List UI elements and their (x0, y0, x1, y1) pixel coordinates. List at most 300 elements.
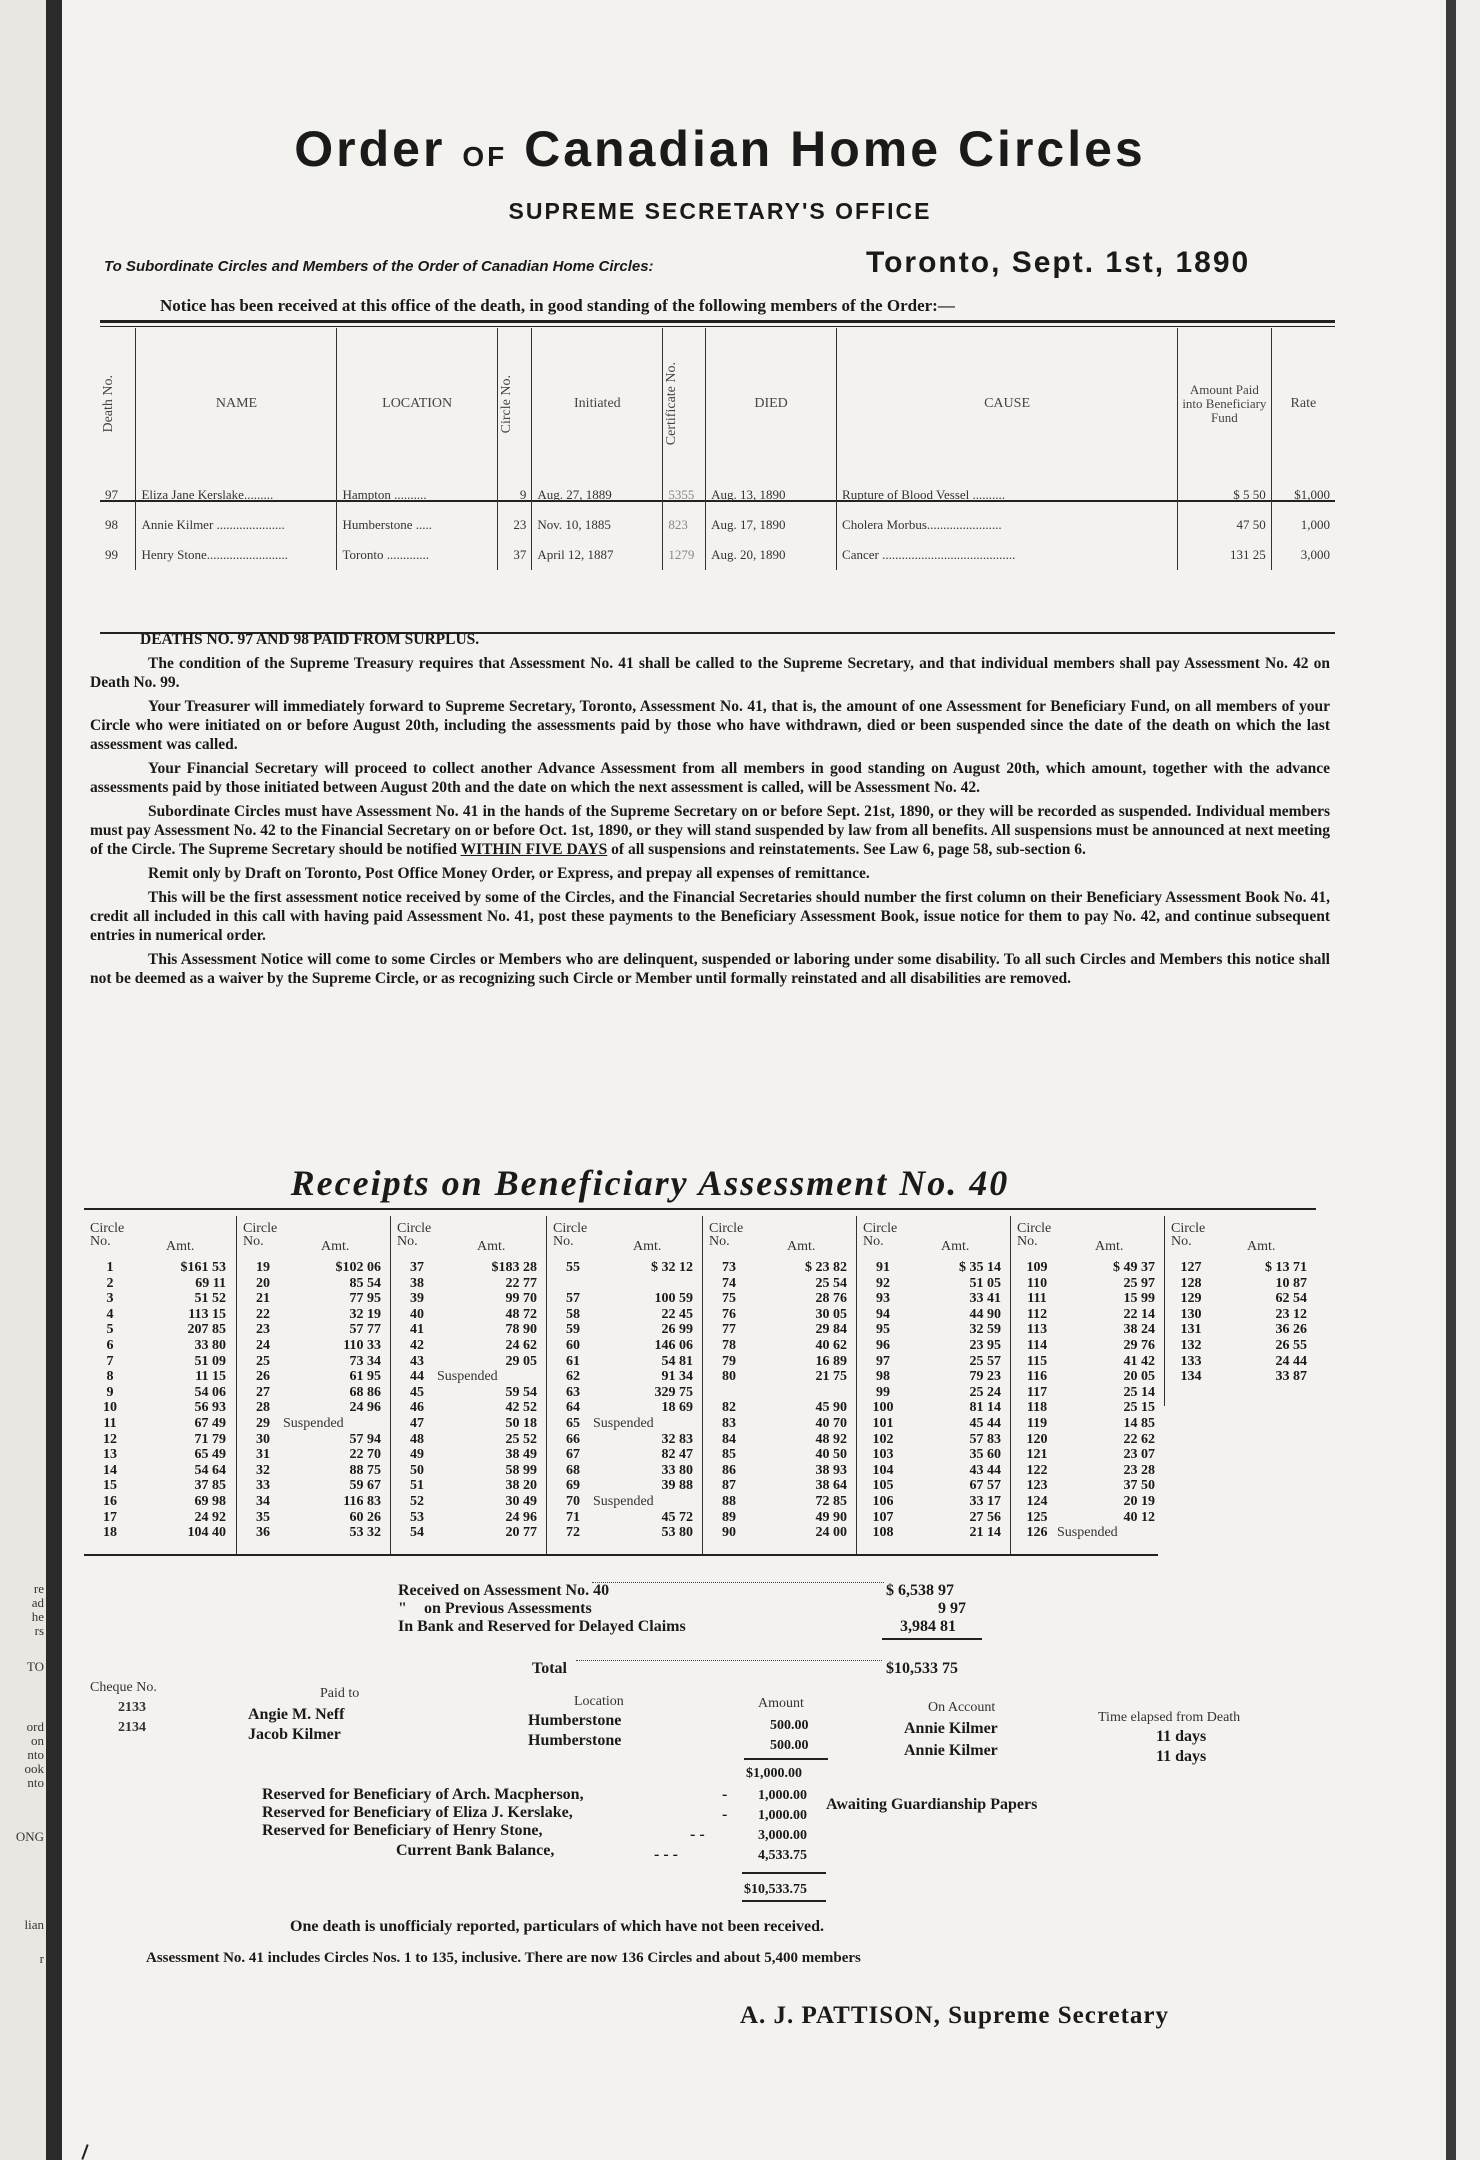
circle-number: 43 (410, 1353, 424, 1369)
circle-number: 130 (1180, 1306, 1202, 1322)
receipt-amount: 67 57 (969, 1478, 1001, 1494)
receipt-amount: $161 53 (180, 1260, 226, 1275)
receipt-row (84, 1510, 236, 1526)
receipt-amount: 22 14 (1123, 1306, 1155, 1322)
circle-number: 60 (566, 1337, 580, 1353)
receipt-amount: 28 76 (815, 1291, 847, 1307)
receipt-amount: 25 52 (505, 1431, 537, 1447)
receipt-row (237, 1525, 391, 1541)
summary-label: Received on Assessment No. 40 (398, 1582, 610, 1599)
receipt-row (237, 1463, 391, 1479)
receipt-amount: 25 24 (969, 1384, 1001, 1400)
receipt-amount: 21 75 (815, 1369, 847, 1385)
cell-died: Aug. 20, 1890 (706, 540, 837, 570)
receipts-rows (237, 1260, 391, 1541)
circle-number: 103 (872, 1447, 894, 1463)
dot-leader (592, 1582, 884, 1583)
receipt-amount: 33 41 (969, 1291, 1001, 1307)
receipt-row (1165, 1307, 1317, 1323)
table-top-rule (100, 320, 1335, 323)
receipt-row (547, 1432, 703, 1448)
circle-number: 63 (566, 1384, 580, 1400)
sum-rule (742, 1900, 826, 1902)
paragraph-suspension (90, 802, 1330, 859)
emphasis-underline: WITHIN FIVE DAYS (460, 841, 608, 858)
header-amount: Amount (758, 1696, 804, 1711)
header-circle-no: Circle No. (397, 1221, 432, 1249)
receipts-grid (84, 1208, 1316, 1556)
receipt-amount: 49 90 (815, 1509, 847, 1525)
circle-number: 27 (256, 1384, 270, 1400)
receipt-row (857, 1416, 1011, 1432)
receipt-amount: 25 15 (1123, 1400, 1155, 1416)
receipt-amount: 59 67 (349, 1478, 381, 1494)
circle-number: 10 (103, 1400, 117, 1416)
receipt-row (391, 1291, 547, 1307)
suspended-label: Suspended (1057, 1525, 1118, 1541)
circle-number: 64 (566, 1400, 580, 1416)
circle-number: 69 (566, 1478, 580, 1494)
circle-number: 11 (103, 1415, 117, 1431)
receipt-amount: 73 34 (349, 1353, 381, 1369)
header-circle-no: Circle No. (1171, 1221, 1206, 1249)
receipt-amount: 32 83 (661, 1431, 693, 1447)
receipt-amount: 39 88 (661, 1478, 693, 1494)
circle-number: 30 (256, 1431, 270, 1447)
receipt-amount: 20 05 (1123, 1369, 1155, 1385)
cell-circle: 23 (497, 510, 532, 540)
receipts-column (856, 1216, 1011, 1556)
table-row (100, 480, 1335, 510)
circle-number: 20 (256, 1275, 270, 1291)
receipt-row (703, 1322, 857, 1338)
payment-amount: 500.00 (770, 1738, 809, 1753)
receipt-row (703, 1400, 857, 1416)
circle-number: 100 (872, 1400, 894, 1416)
receipt-amount: 53 32 (349, 1525, 381, 1541)
col-header-death-no (100, 328, 136, 480)
header-on-account: On Account (928, 1700, 996, 1715)
receipt-amount: 42 52 (505, 1400, 537, 1416)
receipt-amount: 29 05 (505, 1353, 537, 1369)
circle-number: 32 (256, 1462, 270, 1478)
circle-number: 58 (566, 1306, 580, 1322)
receipt-amount: 65 49 (194, 1447, 226, 1463)
receipt-amount: 25 57 (969, 1353, 1001, 1369)
receipt-row (547, 1416, 703, 1432)
receipts-title: Receipts on Beneficiary Assessment No. 40 (290, 1163, 1010, 1203)
title-word: Circles (957, 121, 1146, 177)
circle-number: 106 (872, 1493, 894, 1509)
receipt-amount: 23 28 (1123, 1462, 1155, 1478)
receipts-column (390, 1216, 547, 1556)
header-circle-no: Circle No. (243, 1221, 278, 1249)
receipt-amount: 53 80 (661, 1525, 693, 1541)
receipt-amount: 41 42 (1123, 1353, 1155, 1369)
receipt-row (391, 1463, 547, 1479)
circle-number: 132 (1180, 1337, 1202, 1353)
receipt-amount: 59 54 (505, 1384, 537, 1400)
reserved-label: Reserved for Beneficiary of Eliza J. Kerslake, (262, 1804, 573, 1821)
receipt-row (1011, 1525, 1165, 1541)
header-circle-no: Circle No. (553, 1221, 588, 1249)
receipt-row (391, 1447, 547, 1463)
summary-label: In Bank and Reserved for Delayed Claims (398, 1618, 686, 1635)
receipt-amount: 29 84 (815, 1322, 847, 1338)
circle-number: 94 (876, 1306, 890, 1322)
receipt-row (547, 1494, 703, 1510)
dot-leader (576, 1660, 882, 1661)
document-title (120, 120, 1320, 178)
receipt-row (703, 1432, 857, 1448)
circle-number: 41 (410, 1322, 424, 1338)
receipt-row (857, 1276, 1011, 1292)
receipt-row (237, 1432, 391, 1448)
receipt-amount: 24 96 (505, 1509, 537, 1525)
receipt-amount: 11 15 (195, 1369, 226, 1385)
cell-location: Toronto ............. (337, 540, 497, 570)
circle-number: 61 (566, 1353, 580, 1369)
paragraph-treasurer: Your Treasurer will immediately forward to Supreme Secretary, Toronto, Assessment No. 41, that is, the amount of one Assessment for Beneficiary Fund, on all members of your Circle who were initiated on or before August 20th, including the assessments paid by those who have withdrawn, died or been suspended since the date of the death on which the last assessment was called. (90, 698, 1330, 753)
header-amount: Amt. (1247, 1239, 1276, 1254)
circle-number: 127 (1180, 1260, 1202, 1275)
receipts-bottom-rule (84, 1554, 1158, 1556)
receipt-amount: 38 20 (505, 1478, 537, 1494)
receipt-amount: 146 06 (654, 1337, 693, 1353)
margin-fragment: he (31, 1609, 44, 1624)
receipt-amount: 82 47 (661, 1447, 693, 1463)
circle-number: 126 (1026, 1525, 1048, 1541)
margin-fragment: r (39, 1951, 44, 1966)
receipt-row (391, 1307, 547, 1323)
circle-number: 28 (256, 1400, 270, 1416)
circle-number: 52 (410, 1493, 424, 1509)
receipt-amount: 91 34 (661, 1369, 693, 1385)
receipts-column (1164, 1216, 1317, 1406)
margin-fragment: ONG (15, 1829, 44, 1844)
col-header-name: NAME (136, 328, 337, 480)
circle-number: 53 (410, 1509, 424, 1525)
dateline: Toronto, Sept. 1st, 1890 (866, 246, 1251, 279)
receipt-amount: 54 06 (194, 1384, 226, 1400)
receipt-row (547, 1291, 703, 1307)
payment-location: Humberstone (528, 1712, 622, 1729)
receipt-amount: 32 19 (349, 1306, 381, 1322)
receipt-row (84, 1494, 236, 1510)
payment-amount: 500.00 (770, 1718, 809, 1733)
receipt-row (1011, 1400, 1165, 1416)
circle-number: 2 (106, 1275, 114, 1291)
payment-location: Humberstone (528, 1732, 622, 1749)
header-cheque: Cheque No. (90, 1680, 157, 1695)
circle-number: 29 (256, 1415, 270, 1431)
header-amount: Amt. (787, 1239, 816, 1254)
circle-number: 37 (410, 1260, 424, 1275)
circle-number: 54 (410, 1525, 424, 1541)
receipt-amount: 14 85 (1123, 1415, 1155, 1431)
receipt-amount: 26 55 (1275, 1337, 1307, 1353)
circle-number: 87 (722, 1478, 736, 1494)
header-amount: Amt. (166, 1239, 195, 1254)
notice-body (90, 630, 1330, 993)
receipt-amount: 79 23 (969, 1369, 1001, 1385)
circle-number: 62 (566, 1369, 580, 1385)
reserved-amount: 1,000.00 (758, 1808, 807, 1823)
receipt-amount: 22 70 (349, 1447, 381, 1463)
grand-total: $10,533.75 (744, 1882, 807, 1897)
receipt-amount: 48 72 (505, 1306, 537, 1322)
receipts-column (1010, 1216, 1165, 1556)
circle-number: 24 (256, 1337, 270, 1353)
title-word: Home (790, 121, 942, 177)
receipt-amount: 23 95 (969, 1337, 1001, 1353)
cell-amount: $ 5 50 (1178, 480, 1272, 510)
receipt-amount: 57 83 (969, 1431, 1001, 1447)
receipt-row (703, 1276, 857, 1292)
receipt-row (237, 1494, 391, 1510)
receipt-amount: 62 54 (1275, 1291, 1307, 1307)
receipt-amount: 40 12 (1123, 1509, 1155, 1525)
circle-number: 75 (722, 1291, 736, 1307)
circle-number: 22 (256, 1306, 270, 1322)
circle-number: 21 (256, 1291, 270, 1307)
receipt-row (703, 1463, 857, 1479)
circle-number: 57 (566, 1291, 580, 1307)
table-top-rule (100, 326, 1335, 327)
receipt-amount: 18 69 (661, 1400, 693, 1416)
col-header-text: Death No. (101, 375, 116, 433)
cell-cert: 5355 (663, 480, 706, 510)
receipt-row (84, 1525, 236, 1541)
receipt-row (84, 1260, 236, 1276)
footer-circles-count: Assessment No. 41 includes Circles Nos. 1 to 135, inclusive. There are now 136 Circles and about 5,400 members (146, 1950, 861, 1966)
receipts-column (546, 1216, 703, 1556)
circle-number: 124 (1026, 1493, 1048, 1509)
receipt-amount: 45 44 (969, 1415, 1001, 1431)
summary-value: $ 6,538 97 (886, 1582, 954, 1599)
receipt-row (703, 1291, 857, 1307)
on-account: Annie Kilmer (904, 1720, 998, 1737)
circle-number: 117 (1026, 1384, 1048, 1400)
circle-number: 128 (1180, 1275, 1202, 1291)
receipt-row (391, 1525, 547, 1541)
receipt-amount: 23 07 (1123, 1447, 1155, 1463)
cell-name: Henry Stone......................... (136, 540, 337, 570)
receipt-row (547, 1338, 703, 1354)
paragraph-text: of all suspensions and reinstatements. See Law 6, page 58, sub-section 6. (607, 841, 1086, 858)
circle-number: 17 (103, 1509, 117, 1525)
receipt-amount: 78 90 (505, 1322, 537, 1338)
summary-label-total: Total (532, 1660, 567, 1677)
receipt-row (547, 1447, 703, 1463)
circle-number: 42 (410, 1337, 424, 1353)
header-circle-no: Circle No. (1017, 1221, 1052, 1249)
circle-number: 91 (876, 1260, 890, 1275)
reserved-amount: 4,533.75 (758, 1848, 807, 1863)
header-amount: Amt. (321, 1239, 350, 1254)
paragraph-text: Subordinate Circles must have Assessment No. 41 in the hands of the Supreme Secretary on or before Sept. 21st, 1890, or they will be recorded as suspended. Individual members must pay Assessment No. 42 to the Financial Secretary on or before Oct. 1st, 1890, or they will stand suspended by law from all benefits. All suspensions must be announced at next meeting of the Circle. The Supreme Secretary should be notified (90, 803, 1330, 858)
receipt-row (237, 1510, 391, 1526)
receipt-row (1011, 1385, 1165, 1401)
col-header-location: LOCATION (337, 328, 497, 480)
receipt-amount: 22 62 (1123, 1431, 1155, 1447)
receipt-amount: 88 75 (349, 1462, 381, 1478)
circle-number: 89 (722, 1509, 736, 1525)
circle-number: 50 (410, 1462, 424, 1478)
circle-number: 109 (1026, 1260, 1048, 1275)
receipt-row (237, 1291, 391, 1307)
paid-to: Angie M. Neff (248, 1706, 345, 1723)
suspended-label: Suspended (437, 1369, 498, 1385)
circle-number: 112 (1026, 1306, 1048, 1322)
header-amount: Amt. (477, 1239, 506, 1254)
circle-number: 23 (256, 1322, 270, 1338)
receipt-amount: 37 85 (194, 1478, 226, 1494)
receipt-amount: 48 92 (815, 1431, 847, 1447)
circle-number: 13 (103, 1447, 117, 1463)
header-amount: Amt. (1095, 1239, 1124, 1254)
receipt-amount: 57 94 (349, 1431, 381, 1447)
circle-number: 72 (566, 1525, 580, 1541)
receipt-row (84, 1369, 236, 1385)
receipt-amount: 72 85 (815, 1493, 847, 1509)
receipt-amount: 32 59 (969, 1322, 1001, 1338)
receipt-amount: $ 49 37 (1113, 1260, 1155, 1275)
cell-cause: Rupture of Blood Vessel .......... (837, 480, 1178, 510)
margin-fragment: nto (27, 1775, 44, 1790)
suspended-label: Suspended (283, 1415, 344, 1431)
cell-circle: 9 (497, 480, 532, 510)
header-circle-no: Circle No. (709, 1221, 744, 1249)
receipt-row (547, 1510, 703, 1526)
circle-number: 4 (106, 1306, 114, 1322)
receipt-row (857, 1307, 1011, 1323)
circle-number: 92 (876, 1275, 890, 1291)
receipt-amount: 68 86 (349, 1384, 381, 1400)
receipt-amount: 44 90 (969, 1306, 1001, 1322)
receipt-row (84, 1400, 236, 1416)
receipt-row (391, 1354, 547, 1370)
paragraph-remit: Remit only by Draft on Toronto, Post Office Money Order, or Express, and prepay all expenses of remittance. (148, 865, 870, 882)
sum-rule (744, 1758, 828, 1760)
col-header-died: DIED (706, 328, 837, 480)
receipt-row (237, 1400, 391, 1416)
receipts-rows (547, 1260, 703, 1541)
receipt-amount: 207 85 (187, 1322, 226, 1338)
receipt-row (857, 1291, 1011, 1307)
suspended-label: Suspended (593, 1415, 654, 1431)
circle-number: 8 (106, 1369, 114, 1385)
sum-rule (882, 1638, 982, 1640)
circle-number: 73 (722, 1260, 736, 1275)
summary-value: 9 97 (938, 1600, 966, 1617)
circle-number: 5 (106, 1322, 114, 1338)
receipt-row (84, 1385, 236, 1401)
receipt-row (857, 1338, 1011, 1354)
title-word: Canadian (524, 121, 774, 177)
left-binding-edge (46, 0, 62, 2160)
receipt-amount: 30 49 (505, 1493, 537, 1509)
receipt-row (391, 1478, 547, 1494)
receipt-amount: 33 80 (194, 1337, 226, 1353)
receipt-row (1011, 1291, 1165, 1307)
receipt-amount: 61 95 (349, 1369, 381, 1385)
paragraph-financial-secretary: Your Financial Secretary will proceed to collect another Advance Assessment from all members in good standing on August 20th, which amount, together with the advance assessments paid by those initiated between August 20th and the date on which the next assessment is called, will be Assessment No. 42. (90, 760, 1330, 796)
header-paid-to: Paid to (320, 1686, 360, 1701)
circle-number: 36 (256, 1525, 270, 1541)
cell-circle: 37 (497, 540, 532, 570)
cell-name: Eliza Jane Kerslake......... (136, 480, 337, 510)
receipt-amount: 38 24 (1123, 1322, 1155, 1338)
title-word: Order (294, 121, 446, 177)
circle-number: 55 (566, 1260, 580, 1275)
circle-number: 16 (103, 1493, 117, 1509)
cheque-no: 2134 (118, 1720, 146, 1735)
margin-fragment: ad (31, 1595, 44, 1610)
receipt-row (703, 1525, 857, 1541)
cell-death-no: 99 (105, 547, 118, 562)
receipt-amount: 25 14 (1123, 1384, 1155, 1400)
circle-number: 110 (1026, 1275, 1048, 1291)
circle-number: 59 (566, 1322, 580, 1338)
cell-initiated: Aug. 27, 1889 (532, 480, 663, 510)
receipt-amount: 33 80 (661, 1462, 693, 1478)
cell-location: Hampton .......... (337, 480, 497, 510)
receipt-row (237, 1416, 391, 1432)
circle-number: 3 (106, 1291, 114, 1307)
paragraph-deaths-paid: DEATHS NO. 97 AND 98 PAID FROM SURPLUS. (140, 631, 480, 648)
receipt-row (703, 1354, 857, 1370)
receipt-amount: 113 15 (188, 1306, 226, 1322)
receipt-row (703, 1510, 857, 1526)
receipts-column (236, 1216, 391, 1556)
receipt-row (703, 1369, 857, 1385)
col-header-cause: CAUSE (837, 328, 1178, 480)
receipt-row (703, 1494, 857, 1510)
paragraph-treasury: The condition of the Supreme Treasury requires that Assessment No. 41 shall be called to the Supreme Secretary, and that individual members shall pay Assessment No. 42 on Death No. 99. (90, 655, 1330, 691)
receipt-amount: 22 77 (505, 1275, 537, 1291)
receipt-amount: $ 23 82 (805, 1260, 847, 1275)
receipt-amount: 45 90 (815, 1400, 847, 1416)
cell-amount: 131 25 (1178, 540, 1272, 570)
col-header-text: Certificate No. (664, 362, 680, 446)
receipt-amount: 21 14 (969, 1525, 1001, 1541)
circle-number: 93 (876, 1291, 890, 1307)
receipt-row (857, 1322, 1011, 1338)
circle-number: 79 (722, 1353, 736, 1369)
receipt-row (1011, 1478, 1165, 1494)
circle-number: 97 (876, 1353, 890, 1369)
col-header-rate: Rate (1271, 328, 1335, 480)
circle-number: 34 (256, 1493, 270, 1509)
receipt-row (391, 1276, 547, 1292)
circle-number: 119 (1026, 1415, 1048, 1431)
receipt-amount: 110 33 (343, 1337, 381, 1353)
circle-number: 111 (1027, 1291, 1047, 1307)
on-account: Annie Kilmer (904, 1742, 998, 1759)
receipt-amount: 24 44 (1275, 1353, 1307, 1369)
receipt-amount: 329 75 (654, 1384, 693, 1400)
reserved-label: Reserved for Beneficiary of Arch. Macpherson, (262, 1786, 584, 1803)
receipt-row (857, 1354, 1011, 1370)
circle-number: 131 (1180, 1322, 1202, 1338)
receipt-row (84, 1416, 236, 1432)
circle-number: 51 (410, 1478, 424, 1494)
circle-number: 102 (872, 1431, 894, 1447)
receipt-row (391, 1510, 547, 1526)
circle-number: 38 (410, 1275, 424, 1291)
receipts-column (702, 1216, 857, 1556)
